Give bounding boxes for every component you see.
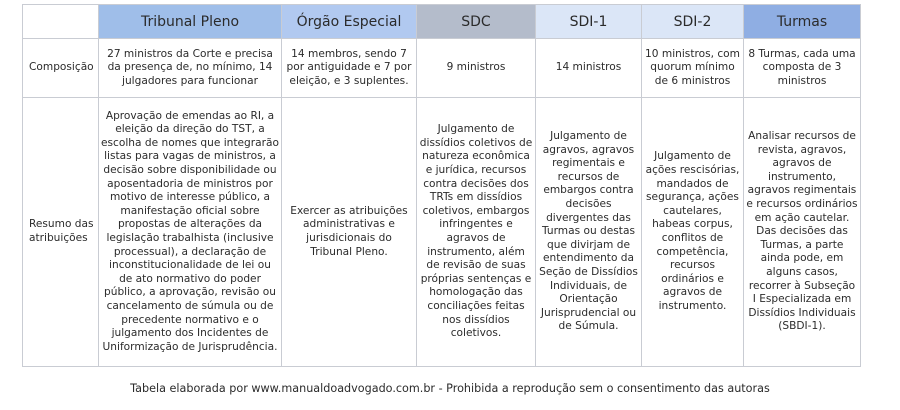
table-cell: 10 ministros, com quorum mínimo de 6 ministros: [642, 39, 744, 98]
table-cell: Analisar recursos de revista, agravos, agravos de instrumento, agravos regimentais e recursos ordinários em ação cautelar. Das decisões das Turmas, a parte ainda pode, em alguns casos, recorrer à Subseção I Especializada em Dissídios Individuais (SBDI-1).: [744, 98, 861, 367]
table-cell: 14 membros, sendo 7 por antiguidade e 7 por eleição, e 3 suplentes.: [282, 39, 417, 98]
header-sdi-1: SDI-1: [536, 5, 642, 39]
table-caption: Tabela elaborada por www.manualdoadvogado.com.br - Prohibida a reprodução sem o consentimento das autoras: [130, 382, 770, 395]
row-label-composicao: Composição: [23, 39, 99, 98]
comparison-table: [22, 4, 861, 367]
table-cell: 14 ministros: [536, 39, 642, 98]
header-corner: [23, 5, 99, 39]
table-row-resumo: [23, 98, 861, 367]
table-cell: 27 ministros da Corte e precisa da presença de, no mínimo, 14 julgadores para funcionar: [99, 39, 282, 98]
header-sdc: SDC: [417, 5, 536, 39]
header-row: [23, 5, 861, 39]
header-orgao-especial: Órgão Especial: [282, 5, 417, 39]
header-tribunal-pleno: Tribunal Pleno: [99, 5, 282, 39]
row-label-resumo: Resumo das atribuições: [23, 98, 99, 367]
table-cell: Julgamento de ações rescisórias, mandados de segurança, ações cautelares, habeas corpus, conflitos de competência, recursos ordinários e agravos de instrumento.: [642, 98, 744, 367]
header-sdi-2: SDI-2: [642, 5, 744, 39]
table-cell: 8 Turmas, cada uma composta de 3 ministros: [744, 39, 861, 98]
table-cell: 9 ministros: [417, 39, 536, 98]
comparison-table-container: [22, 4, 861, 367]
table-cell: Julgamento de agravos, agravos regimentais e recursos de embargos contra decisões divergentes das Turmas ou destas que divirjam de entendimento da Seção de Dissídios Individuais, de Orientação Jurisprudencial ou de Súmula.: [536, 98, 642, 367]
table-cell: Aprovação de emendas ao RI, a eleição da direção do TST, a escolha de nomes que integrarão listas para vagas de ministros, a decisão sobre disponibilidade ou aposentadoria de ministros por motivo de interesse público, a manifestação oficial sobre propostas de alterações da legislação trabalhista (inclusive processual), a declaração de inconstitucionalidade de lei ou de ato normativo do poder público, a aprovação, revisão ou cancelamento de súmula ou de precedente normativo e o julgamento dos Incidentes de Uniformização de Jurisprudência.: [99, 98, 282, 367]
table-cell: Julgamento de dissídios coletivos de natureza econômica e jurídica, recursos contra decisões dos TRTs em dissídios coletivos, embargos infringentes e agravos de instrumento, além de revisão de suas próprias sentenças e homologação das conciliações feitas nos dissídios coletivos.: [417, 98, 536, 367]
table-row-composicao: [23, 39, 861, 98]
table-cell: Exercer as atribuições administrativas e jurisdicionais do Tribunal Pleno.: [282, 98, 417, 367]
header-turmas: Turmas: [744, 5, 861, 39]
